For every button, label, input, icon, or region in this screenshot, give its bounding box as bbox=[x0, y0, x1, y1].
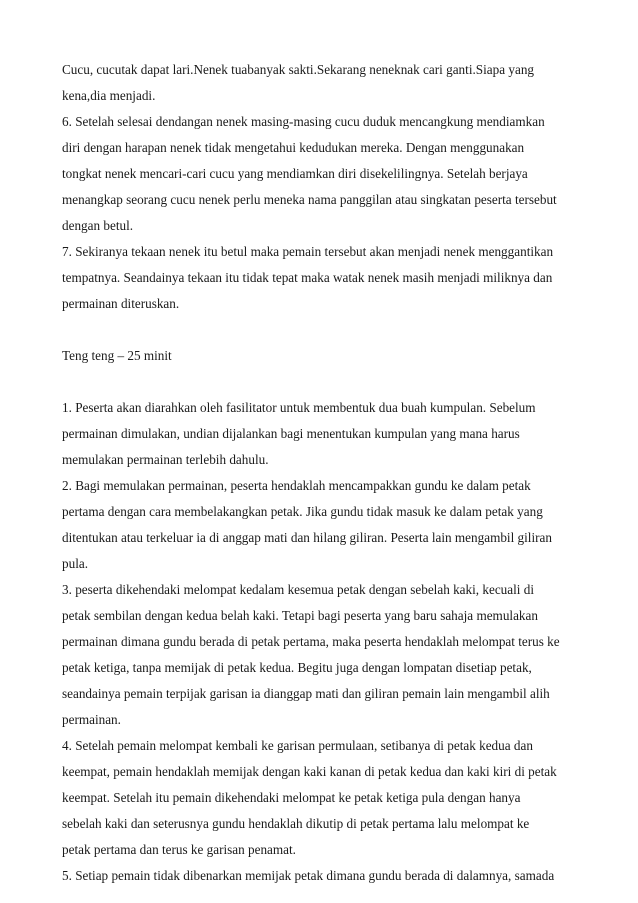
text-line: keempat. Setelah itu pemain dikehendaki melompat ke petak ketiga pula dengan hanya bbox=[62, 790, 521, 805]
text-line: pertama dengan cara membelakangkan petak. Jika gundu tidak masuk ke dalam petak yang bbox=[62, 504, 543, 519]
text-line: Cucu, cucutak dapat lari.Nenek tuabanyak sakti.Sekarang neneknak cari ganti.Siapa yang bbox=[62, 62, 535, 77]
text-line: permainan. bbox=[62, 712, 121, 727]
text-line: petak ketiga, tanpa memijak di petak kedua. Begitu juga dengan lompatan disetiap petak, bbox=[62, 660, 532, 675]
text-line: memulakan permainan terlebih dahulu. bbox=[62, 452, 269, 467]
text-line: 7. Sekiranya tekaan nenek itu betul maka pemain tersebut akan menjadi nenek menggantikan bbox=[62, 244, 554, 259]
text-line: petak sembilan dengan kedua belah kaki. Tetapi bagi peserta yang baru sahaja memulakan bbox=[62, 608, 538, 623]
section-heading: Teng teng – 25 minit bbox=[62, 348, 172, 363]
text-line: diri dengan harapan nenek tidak mengetahui kedudukan mereka. Dengan menggunakan bbox=[62, 140, 525, 155]
text-line: pula. bbox=[62, 556, 89, 571]
text-line: kena,dia menjadi. bbox=[62, 88, 156, 103]
text-line: 4. Setelah pemain melompat kembali ke garisan permulaan, setibanya di petak kedua dan bbox=[62, 738, 533, 753]
text-line: tempatnya. Seandainya tekaan itu tidak tepat maka watak nenek masih menjadi miliknya dan bbox=[62, 270, 553, 285]
text-line: sebelah kaki dan seterusnya gundu hendaklah dikutip di petak pertama lalu melompat ke bbox=[62, 816, 530, 831]
text-line: tongkat nenek mencari-cari cucu yang mendiamkan diri disekelilingnya. Setelah berjaya bbox=[62, 166, 528, 181]
text-line: petak pertama dan terus ke garisan penamat. bbox=[62, 842, 296, 857]
text-line: 6. Setelah selesai dendangan nenek masing-masing cucu duduk mencangkung mendiamkan bbox=[62, 114, 545, 129]
text-line: keempat, pemain hendaklah memijak dengan kaki kanan di petak kedua dan kaki kiri di petak bbox=[62, 764, 557, 779]
text-line: 1. Peserta akan diarahkan oleh fasilitator untuk membentuk dua buah kumpulan. Sebelum bbox=[62, 400, 536, 415]
text-line: permainan diteruskan. bbox=[62, 296, 180, 311]
text-line: 2. Bagi memulakan permainan, peserta hendaklah mencampakkan gundu ke dalam petak bbox=[62, 478, 531, 493]
text-line: seandainya pemain terpijak garisan ia dianggap mati dan giliran pemain lain mengambil alih bbox=[62, 686, 550, 701]
paragraph-spacer bbox=[62, 317, 582, 343]
text-line: 3. peserta dikehendaki melompat kedalam kesemua petak dengan sebelah kaki, kecuali di bbox=[62, 582, 535, 597]
document-body bbox=[62, 57, 582, 889]
text-line: permainan dimulakan, undian dijalankan bagi menentukan kumpulan yang mana harus bbox=[62, 426, 520, 441]
text-line: dengan betul. bbox=[62, 218, 134, 233]
text-line: ditentukan atau terkeluar ia di anggap mati dan hilang giliran. Peserta lain mengambil giliran bbox=[62, 530, 552, 545]
text-line: permainan dimana gundu berada di petak pertama, maka peserta hendaklah melompat terus ke bbox=[62, 634, 560, 649]
text-line: 5. Setiap pemain tidak dibenarkan memijak petak dimana gundu berada di dalamnya, samada bbox=[62, 868, 555, 883]
text-line: menangkap seorang cucu nenek perlu meneka nama panggilan atau singkatan peserta tersebut bbox=[62, 192, 557, 207]
paragraph-spacer bbox=[62, 369, 582, 395]
